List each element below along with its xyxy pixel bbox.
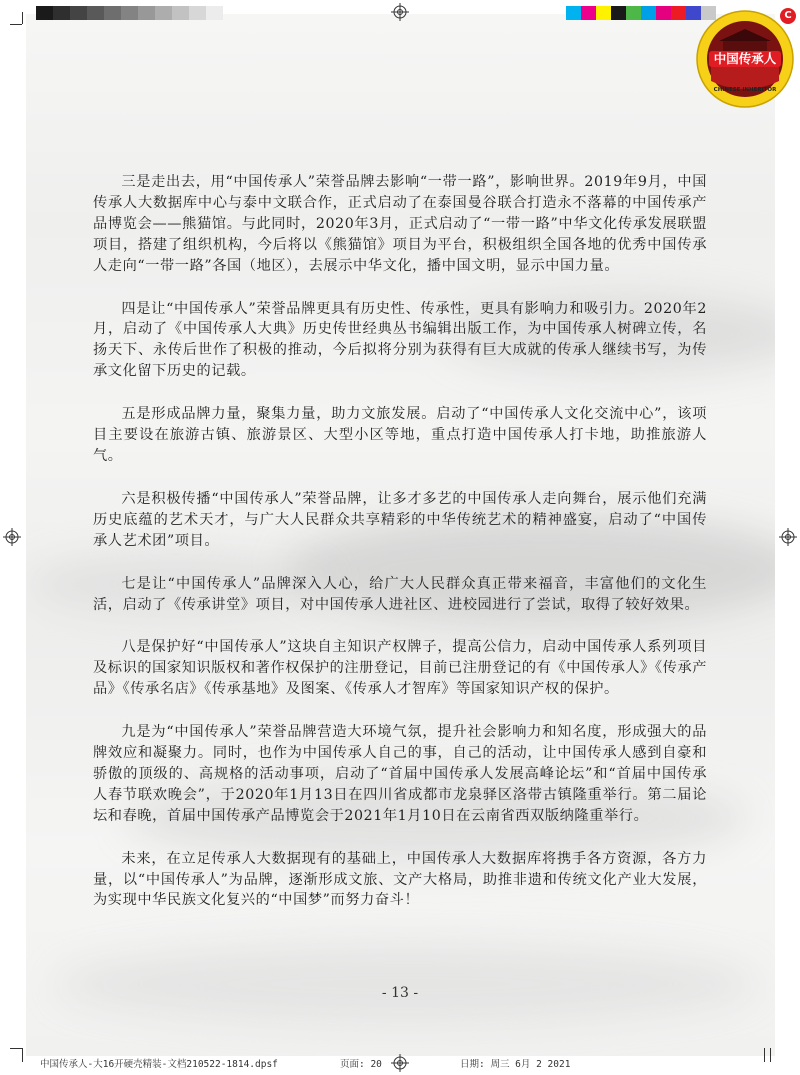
gray-swatch: [206, 6, 223, 20]
gray-swatch: [189, 6, 206, 20]
gray-swatch: [87, 6, 104, 20]
grayscale-color-bar: [36, 6, 223, 20]
process-swatch: [581, 6, 596, 20]
registration-mark-icon: [391, 1054, 409, 1072]
trim-mark: [22, 1048, 23, 1062]
gray-swatch: [70, 6, 87, 20]
process-swatch: [611, 6, 626, 20]
trim-mark: [770, 1048, 771, 1062]
gray-swatch: [172, 6, 189, 20]
paragraph-9: 九是为“中国传承人”荣誉品牌营造大环境气氛，提升社会影响力和知名度，形成强大的品牌效应和凝聚力。同时，也作为中国传承人自己的事，自己的活动，让中国传承人感到自豪和骄傲的顶级的、高规格的活动事项，启动了“首届中国传承人发展高峰论坛”和“首届中国传承人春节联欢晚会”，于2020年1月13日在四川省成都市龙泉驿区洛带古镇隆重举行。第二届论坛和春晚，首届中国传承产品博览会于2021年1月10日在云南省西双版纳隆重举行。: [93, 724, 707, 824]
process-swatch: [641, 6, 656, 20]
gray-swatch: [155, 6, 172, 20]
slug-page: 页面: 20: [340, 1059, 382, 1070]
paragraph-6: 六是积极传播“中国传承人”荣誉品牌，让多才多艺的中国传承人走向舞台，展示他们充满历史底蕴的艺术天才，与广大人民群众共享精彩的中华传统艺术的精神盛宴，启动了“中国传承人艺术团”项目。: [93, 490, 707, 549]
slug-date: 日期: 周三 6月 2 2021: [460, 1059, 571, 1070]
gray-swatch: [121, 6, 138, 20]
slug-filename: 中国传承人-大16开硬壳精装-文档210522-1814.dpsf: [40, 1059, 278, 1070]
registration-mark-icon: [391, 3, 409, 21]
paragraph-5: 五是形成品牌力量，聚集力量，助力文旅发展。启动了“中国传承人文化交流中心”，该项目主要设在旅游古镇、旅游景区、大型小区等地，重点打造中国传承人打卡地，助推旅游人气。: [93, 406, 707, 464]
paragraph-future: 未来，在立足传承人大数据现有的基础上，中国传承人大数据库将携手各方资源，各方力量，以“中国传承人”为品牌，逐渐形成文旅、文产大格局，助推非遗和传统文化产业大发展，为实现中华民族文化复兴的“中国梦”而努力奋斗！: [93, 850, 707, 909]
process-swatch: [656, 6, 671, 20]
logo-badge: C: [784, 10, 792, 21]
paragraph-3: 三是走出去，用“中国传承人”荣誉品牌去影响“一带一路”，影响世界。2019年9月，中国传承人大数据库中心与泰中文联合作，正式启动了在泰国曼谷联合打造永不落幕的中国传承产品博览会——熊猫馆。与此同时，2020年3月，正式启动了“一带一路”中华文化传承发展联盟项目，搭建了组织机构，今后将以《熊猫馆》项目为平台，积极组织全国各地的优秀中国传承人走向“一带一路”各国（地区），去展示中华文化，播中国文明，显示中国力量。: [93, 174, 707, 274]
process-swatch: [626, 6, 641, 20]
ink-mist: [56, 944, 756, 1024]
process-swatch: [596, 6, 611, 20]
process-swatch: [671, 6, 686, 20]
gray-swatch: [104, 6, 121, 20]
logo-title: 中国传承人: [713, 51, 777, 66]
page-number: - 13 -: [381, 985, 419, 1001]
trim-mark: [10, 1048, 22, 1049]
paragraph-4: 四是让“中国传承人”荣誉品牌更具有历史性、传承性，更具有影响力和吸引力。2020年2月，启动了《中国传承人大典》历史传世经典丛书编辑出版工作，为中国传承人树碑立传，名扬天下、永传后世作了积极的推动，今后拟将分别为获得有巨大成就的传承人继续书写，为传承文化留下历史的记载。: [93, 300, 707, 380]
gray-swatch: [53, 6, 70, 20]
gray-swatch: [36, 6, 53, 20]
logo-subtitle: CHINESE INHERITOR: [713, 87, 777, 93]
article-body: [93, 172, 707, 933]
process-swatch: [566, 6, 581, 20]
registration-mark-icon: [779, 528, 797, 546]
gray-swatch: [138, 6, 155, 20]
registration-mark-icon: [3, 528, 21, 546]
trim-mark: [10, 24, 22, 25]
trim-mark: [764, 1048, 765, 1062]
paragraph-8: 八是保护好“中国传承人”这块自主知识产权牌子，提高公信力，启动中国传承人系列项目及标识的国家知识版权和著作权保护的注册登记，目前已注册登记的有《中国传承人》《传承产品》《传承名店》《传承基地》及图案、《传承人才智库》等国家知识产权的保护。: [93, 639, 707, 698]
chinese-inheritor-logo: [693, 5, 797, 109]
trim-mark: [22, 12, 23, 24]
paragraph-7: 七是让“中国传承人”品牌深入人心，给广大人民群众真正带来福音，丰富他们的文化生活，启动了《传承讲堂》项目，对中国传承人进社区、进校园进行了尝试，取得了较好效果。: [93, 575, 707, 613]
